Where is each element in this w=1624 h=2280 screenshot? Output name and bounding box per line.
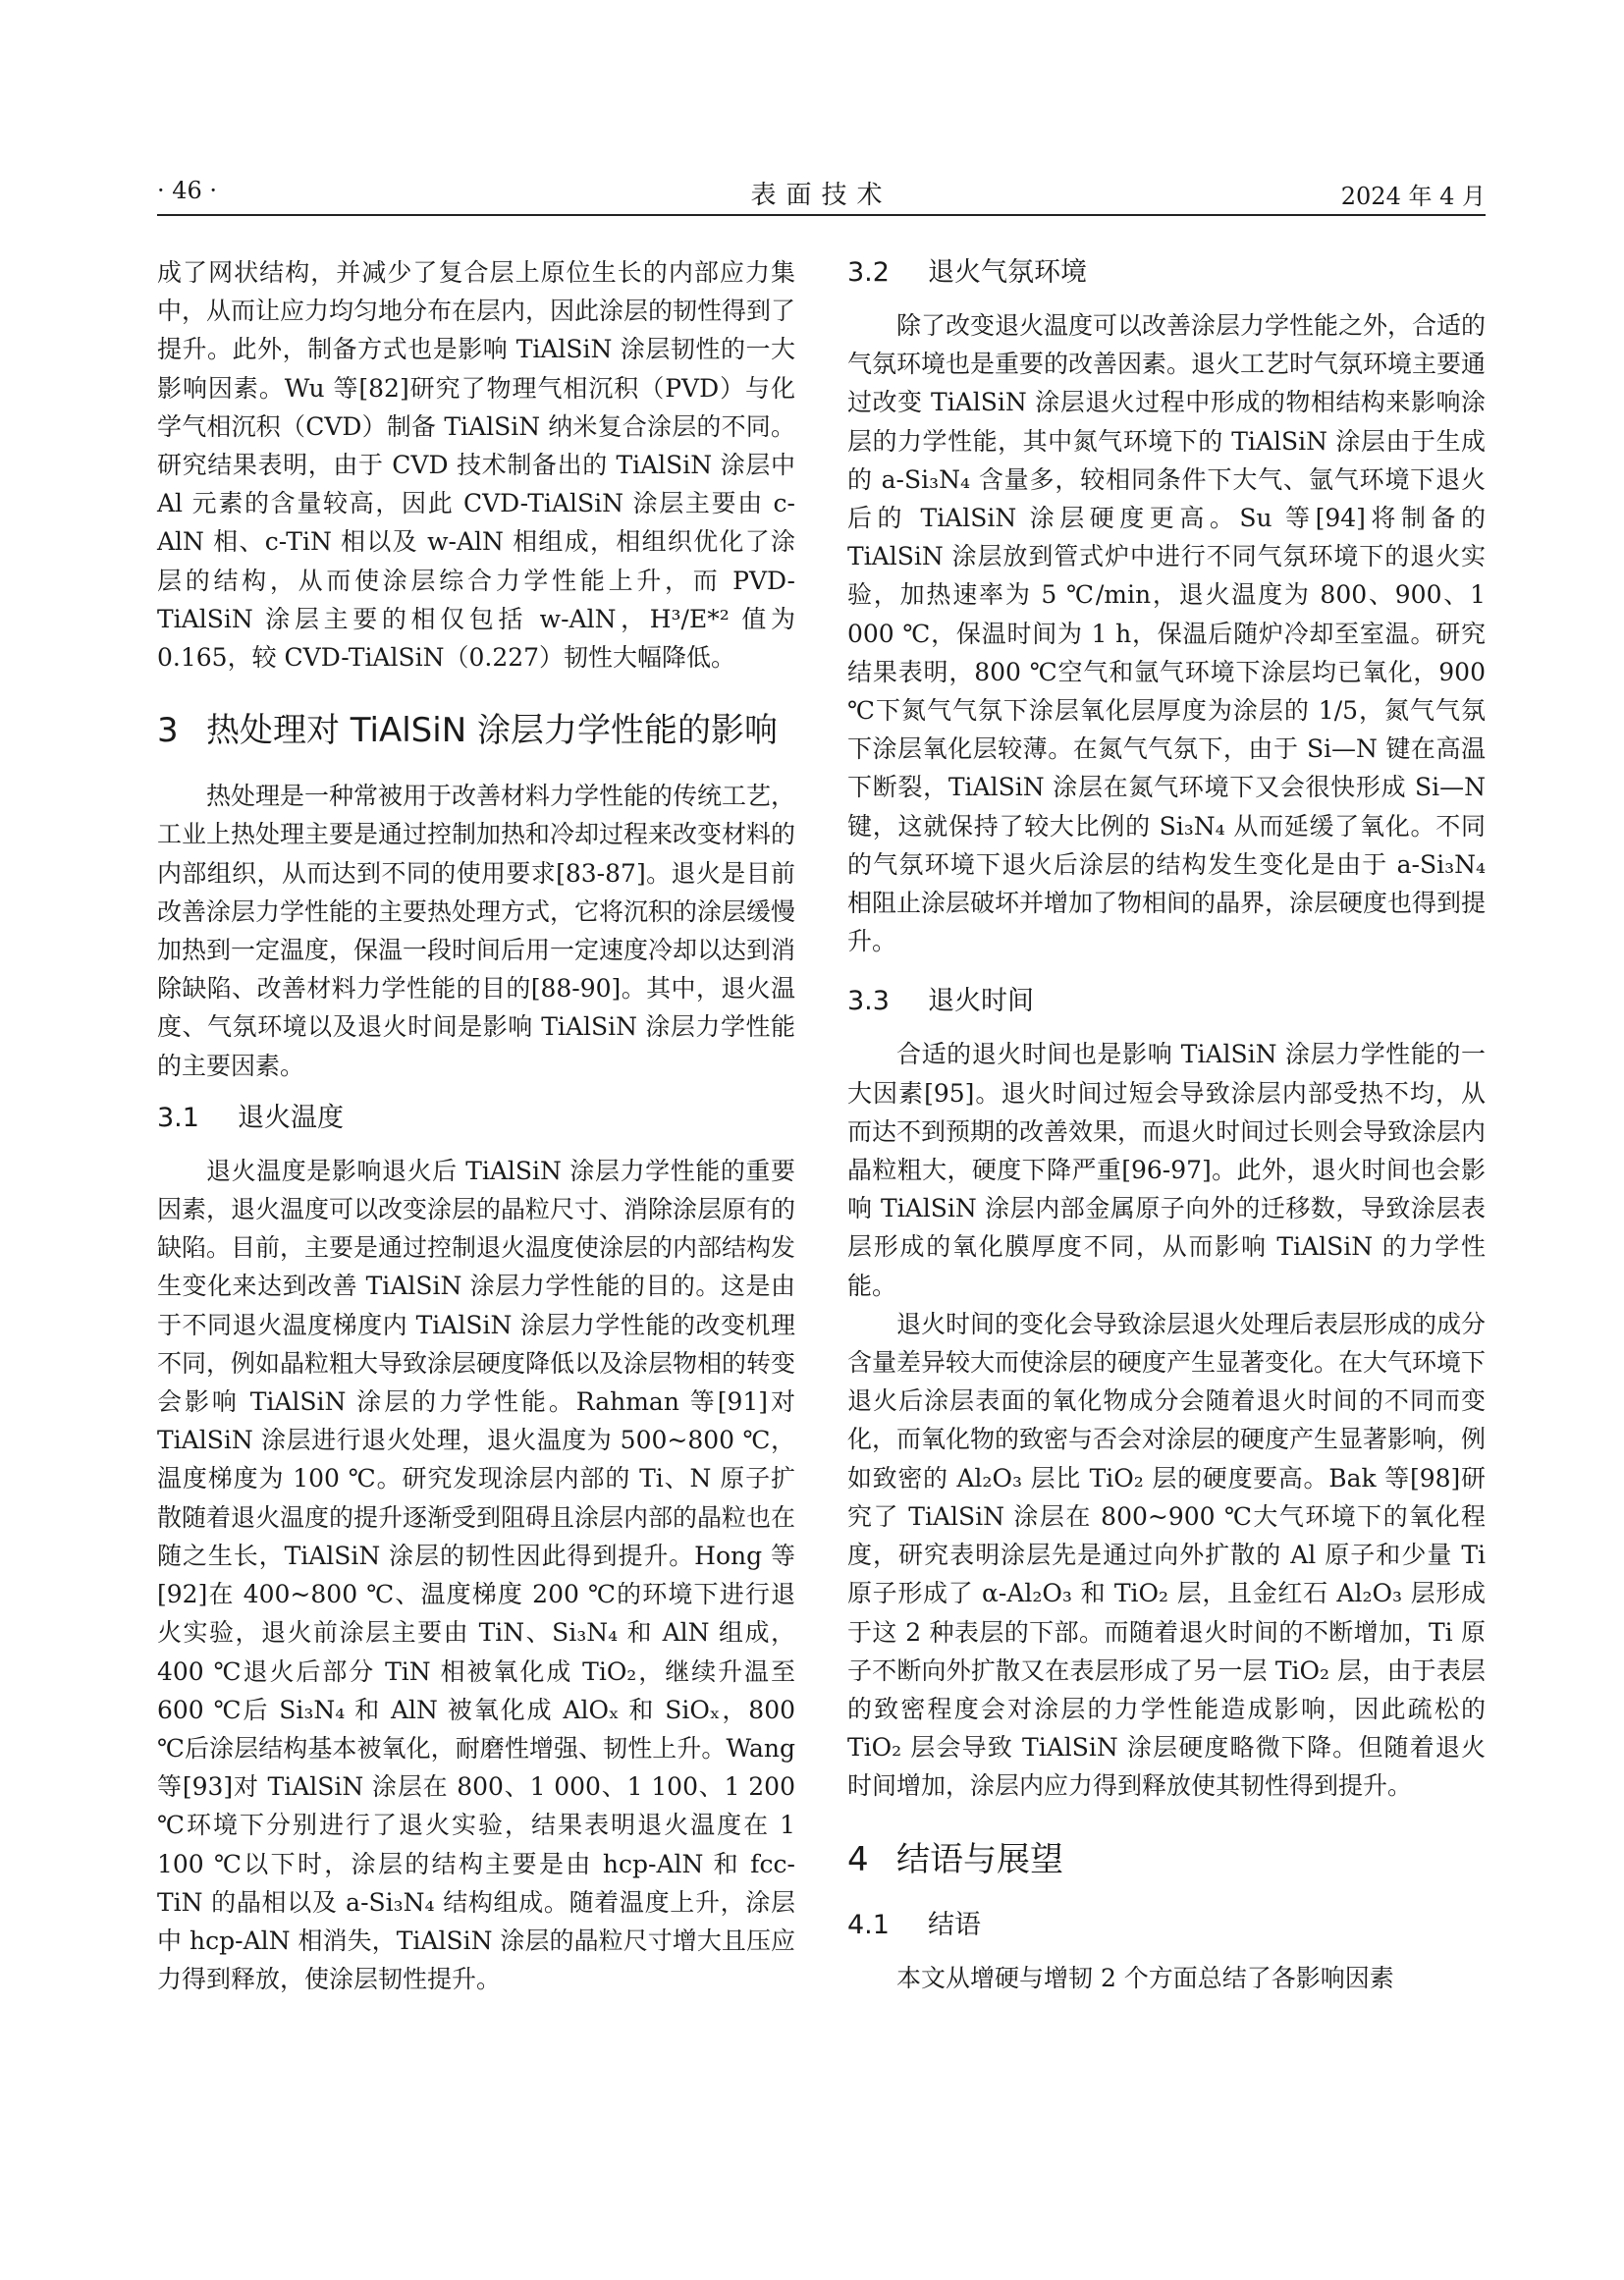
page-number: · 46 · [157,177,218,204]
section-title: 结语 [928,1909,981,1940]
left-column [157,253,795,1998]
running-header [157,175,1486,216]
paragraph-conclusion: 本文从增硬与增韧 2 个方面总结了各影响因素 [896,1963,1394,1992]
section-4-heading [847,1835,1486,1884]
section-3-heading [157,706,795,755]
section-title: 退火气氛环境 [928,257,1087,288]
section-3-1-heading [157,1099,795,1138]
section-number: 3.1 [157,1102,199,1133]
issue-date: 2024 年 4 月 [1340,183,1486,210]
section-title: 热处理对 TiAlSiN 涂层力学性能的影响 [206,711,778,751]
paragraph-continued: 成了网状结构，并减少了复合层上原位生长的内部应力集中，从而让应力均匀地分布在层内，因此涂层的韧性得到了提升。此外，制备方式也是影响 TiAlSiN 涂层韧性的一大影响因素。Wu 等[82]研究了物理气相沉积（PVD）与化学气相沉积（CVD）制备 TiAlSiN 纳米复合涂层的不同。研究结果表明，由于 CVD 技术制备出的 TiAlSiN 涂层中 Al 元素的含量较高，因此 CVD-TiAlSiN 涂层主要由 c-AlN 相、c-TiN 相以及 w-AlN 相组成，相组织优化了涂层的结构，从而使涂层综合力学性能上升，而 PVD-TiAlSiN 涂层主要的相仅包括 w-AlN，H³/E*² 值为 0.165，较 CVD-TiAlSiN（0.227）韧性大幅降低。 [157,258,796,673]
right-column [847,253,1486,1997]
section-title: 退火温度 [238,1102,344,1133]
journal-title: 表面技术 [750,181,893,210]
section-title: 结语与展望 [896,1839,1063,1879]
section-3-3-heading [847,982,1486,1021]
paragraph-annealing-atmosphere: 除了改变退火温度可以改善涂层力学性能之外，合适的气氛环境也是重要的改善因素。退火工艺时气氛环境主要通过改变 TiAlSiN 涂层退火过程中形成的物相结构来影响涂层的力学性能，其中氮气环境下的 TiAlSiN 涂层由于生成的 a-Si₃N₄ 含量多，较相同条件下大气、氩气环境下退火后的 TiAlSiN 涂层硬度更高。Su 等[94]将制备的 TiAlSiN 涂层放到管式炉中进行不同气氛环境下的退火实验，加热速率为 5 ℃/min，退火温度为 800、900、1 000 ℃，保温时间为 1 h，保温后随炉冷却至室温。研究结果表明，800 ℃空气和氩气环境下涂层均已氧化，900 ℃下氮气气氛下涂层氧化层厚度为涂层的 1/5，氮气气氛下涂层氧化层较薄。在氮气气氛下，由于 Si—N 键在高温下断裂，TiAlSiN 涂层在氮气环境下又会很快形成 Si—N 键，这就保持了较大比例的 Si₃N₄ 从而延缓了氧化。不同的气氛环境下退火后涂层的结构发生变化是由于 a-Si₃N₄ 相阻止涂层破坏并增加了物相间的晶界，涂层硬度也得到提升。 [847,311,1487,956]
section-number: 3.2 [847,257,890,288]
paragraph-annealing-temperature: 退火温度是影响退火后 TiAlSiN 涂层力学性能的重要因素，退火温度可以改变涂层的晶粒尺寸、消除涂层原有的缺陷。目前，主要是通过控制退火温度使涂层的内部结构发生变化来达到改善 TiAlSiN 涂层力学性能的目的。这是由于不同退火温度梯度内 TiAlSiN 涂层力学性能的改变机理不同，例如晶粒粗大导致涂层硬度降低以及涂层物相的转变会影响 TiAlSiN 涂层的力学性能。Rahman 等[91]对 TiAlSiN 涂层进行退火处理，退火温度为 500~800 ℃，温度梯度为 100 ℃。研究发现涂层内部的 Ti、N 原子扩散随着退火温度的提升逐渐受到阻碍且涂层内部的晶粒也在随之生长，TiAlSiN 涂层的韧性因此得到提升。Hong 等[92]在 400~800 ℃、温度梯度 200 ℃的环境下进行退火实验，退火前涂层主要由 TiN、Si₃N₄ 和 AlN 组成，400 ℃退火后部分 TiN 相被氧化成 TiO₂，继续升温至 600 ℃后 Si₃N₄ 和 AlN 被氧化成 AlOₓ 和 SiOₓ，800 ℃后涂层结构基本被氧化，耐磨性增强、韧性上升。Wang 等[93]对 TiAlSiN 涂层在 800、1 000、1 100、1 200 ℃环境下分别进行了退火实验，结果表明退火温度在 1 100 ℃以下时，涂层的结构主要是由 hcp-AlN 和 fcc-TiN 的晶相以及 a-Si₃N₄ 结构组成。随着温度上升，涂层中 hcp-AlN 相消失，TiAlSiN 涂层的晶粒尺寸增大且压应力得到释放，使涂层韧性提升。 [157,1156,796,1994]
section-3-2-heading [847,253,1486,293]
section-number: 3 [157,711,179,751]
paragraph-annealing-time-2: 退火时间的变化会导致涂层退火处理后表层形成的成分含量差异较大而使涂层的硬度产生显著变化。在大气环境下退火后涂层表面的氧化物成分会随着退火时间的不同而变化，而氧化物的致密与否会对涂层的硬度产生显著影响，例如致密的 Al₂O₃ 层比 TiO₂ 层的硬度要高。Bak 等[98]研究了 TiAlSiN 涂层在 800~900 ℃大气环境下的氧化程度，研究表明涂层先是通过向外扩散的 Al 原子和少量 Ti 原子形成了 α-Al₂O₃ 和 TiO₂ 层，且金红石 Al₂O₃ 层形成于这 2 种表层的下部。而随着退火时间的不断增加，Ti 原子不断向外扩散又在表层形成了另一层 TiO₂ 层，由于表层的致密程度会对涂层的力学性能造成影响，因此疏松的 TiO₂ 层会导致 TiAlSiN 涂层硬度略微下降。但随着退火时间增加，涂层内应力得到释放使其韧性得到提升。 [847,1309,1487,1801]
section-4-1-heading [847,1906,1486,1945]
section-number: 4 [847,1839,869,1879]
paragraph-annealing-time-1: 合适的退火时间也是影响 TiAlSiN 涂层力学性能的一大因素[95]。退火时间过短会导致涂层内部受热不均，从而达不到预期的改善效果，而退火时间过长则会导致涂层内晶粒粗大，硬度下降严重[96-97]。此外，退火时间也会影响 TiAlSiN 涂层内部金属原子向外的迁移数，导致涂层表层形成的氧化膜厚度不同，从而影响 TiAlSiN 的力学性能。 [847,1040,1487,1300]
paragraph-heat-treatment: 热处理是一种常被用于改善材料力学性能的传统工艺，工业上热处理主要是通过控制加热和冷却过程来改变材料的内部组织，从而达到不同的使用要求[83-87]。退火是目前改善涂层力学性能的主要热处理方式，它将沉积的涂层缓慢加热到一定温度，保温一段时间后用一定速度冷却以达到消除缺陷、改善材料力学性能的目的[88-90]。其中，退火温度、气氛环境以及退火时间是影响 TiAlSiN 涂层力学性能的主要因素。 [157,782,796,1080]
section-number: 4.1 [847,1909,890,1940]
section-title: 退火时间 [928,986,1034,1017]
section-number: 3.3 [847,986,890,1017]
